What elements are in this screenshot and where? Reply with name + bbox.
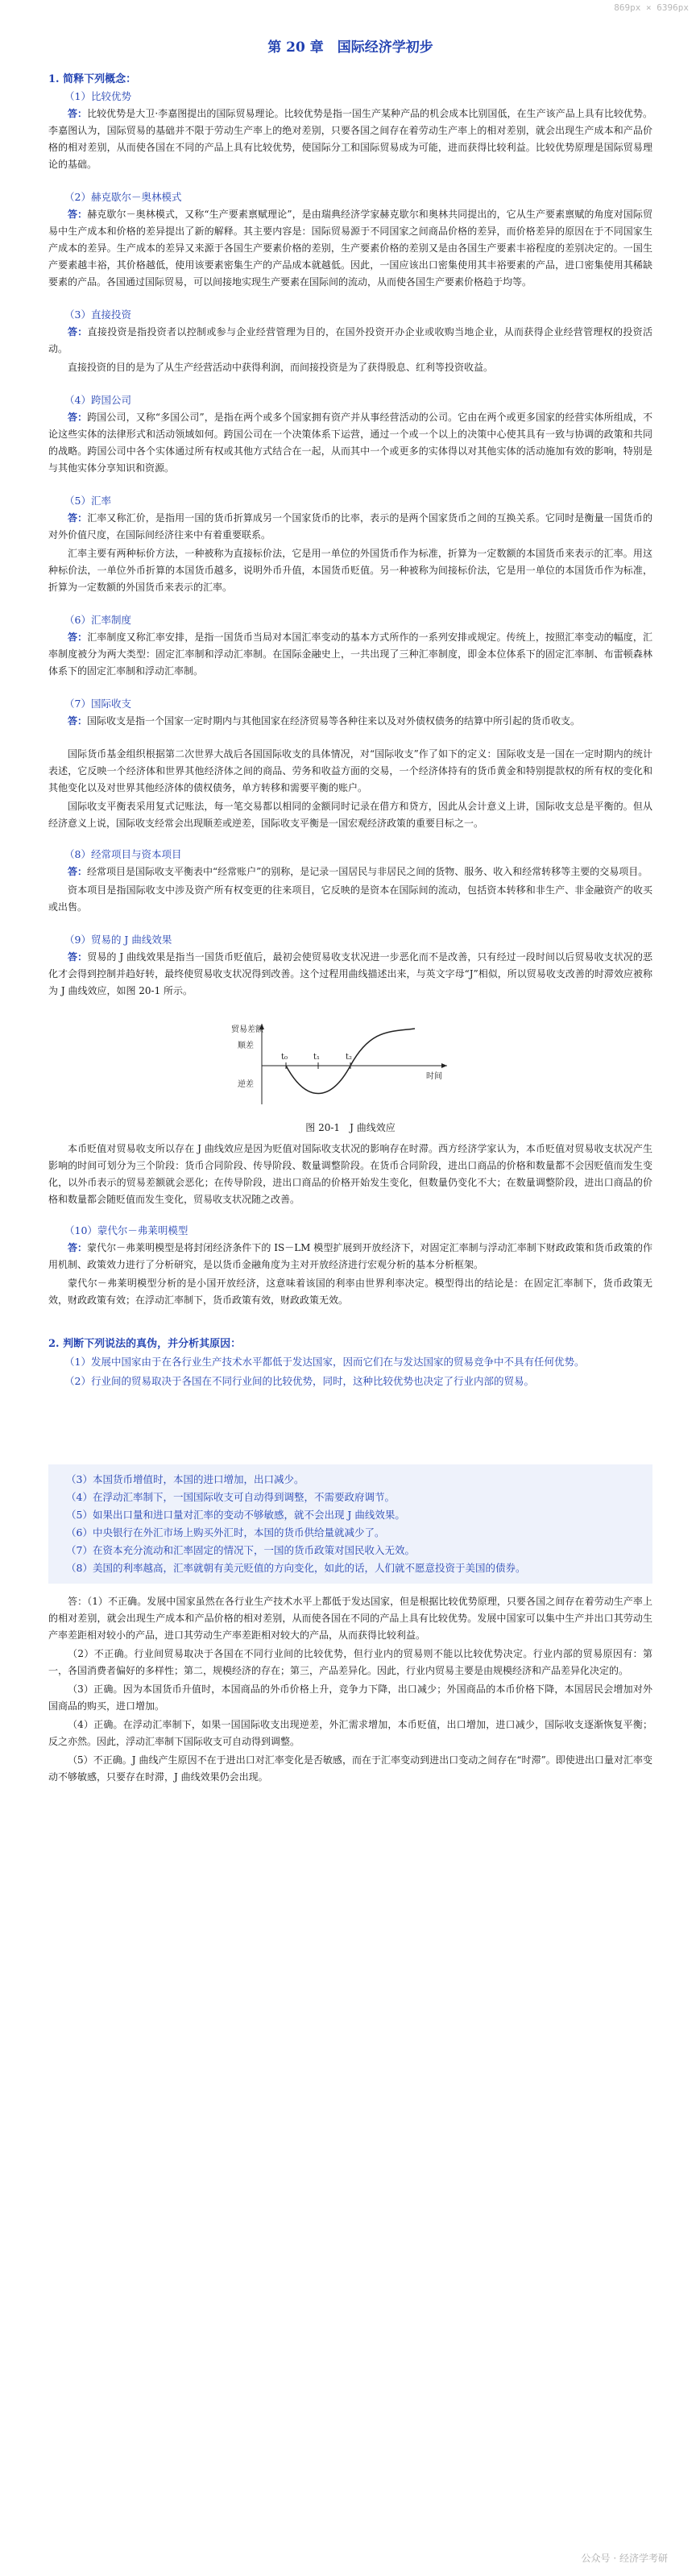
judge-question: （6）中央银行在外汇市场上购买外汇时，本国的货币供给量就减少了。 <box>66 1526 385 1539</box>
j-curve-figure <box>230 1016 471 1116</box>
judge-answer: （2）不正确。行业间贸易取决于各国在不同行业间的比较优势，但行业内的贸易则不能以比较优势决定。行业内部的贸易原因有：第一，各国消费者偏好的多样性；第二，规模经济的存在；第三，产品差异化。因此，行业内贸易主要是由规模经济和产品差异化决定的。 <box>48 1648 652 1676</box>
paragraph-text: 比较优势是大卫·李嘉图提出的国际贸易理论。比较优势是指一国生产某种产品的机会成本比别国低，在生产该产品上具有比较优势。李嘉图认为，国际贸易的基础并不限于劳动生产率上的绝对差别，只要各国之间存在着劳动生产率上的相对差别，就会出现生产成本和产品价格的相对差别，从而使各国在不同的产品上具有比较优势，使国际分工和国际贸易成为可能，进而获得比较利益。比较优势原理是国际贸易理论的基础。 <box>48 108 652 170</box>
concept-item <box>48 189 652 291</box>
judge-question: （5）如果出口量和进口量对汇率的变动不够敏感，就不会出现 J 曲线效果。 <box>66 1509 405 1521</box>
t2-label: t₂ <box>346 1053 353 1062</box>
x-axis-label: 时间 <box>426 1072 442 1081</box>
j-curve-chart <box>230 1016 471 1112</box>
judge-questions <box>48 1353 652 1390</box>
figure-caption: 图 20-1 J 曲线效应 <box>305 1122 396 1133</box>
balance-of-payments-continued <box>48 746 652 832</box>
answer-marker: 答： <box>68 412 88 423</box>
concept-paragraph <box>48 1240 652 1274</box>
concept-label: （7）国际收支 <box>64 698 131 710</box>
concept-item <box>48 392 652 477</box>
judge-answer: （3）正确。因为本国货币升值时，本国商品的外币价格上升，竞争力下降，出口减少；外国商品的本币价格下降，本国居民会增加对外国商品的购买，进口增加。 <box>48 1684 652 1712</box>
paragraph-text: 跨国公司，又称“多国公司”，是指在两个或多个国家拥有资产并从事经营活动的公司。它由在两个或更多国家的经营实体所组成，不论这些实体的法律形式和活动领域如何。跨国公司在一个决策体系下运营，通过一个或一个以上的决策中心使其具有一致与协调的政策和共同的战略。跨国公司中各个实体通过所有权或其他方式结合在一起，从而其中一个或更多的实体得以对其他实体的活动施加有效的影响，特别是与其他实体分享知识和资源。 <box>48 412 652 474</box>
judge-question: （2）行业间的贸易取决于各国在不同行业间的比较优势，同时，这种比较优势也决定了行业内部的贸易。 <box>64 1375 534 1387</box>
answer-marker: 答： <box>68 209 88 220</box>
deficit-label: 逆差 <box>238 1080 254 1089</box>
concept-paragraph <box>48 629 652 680</box>
surplus-label: 顺差 <box>238 1042 254 1050</box>
image-dimensions-label: 869px × 6396px <box>614 2 689 13</box>
judge-question: （1）发展中国家由于在各行业生产技术水平都低于发达国家，因而它们在与发达国家的贸易竞争中不具有任何优势。 <box>64 1356 585 1368</box>
concept-paragraph <box>48 409 652 477</box>
top-bar <box>0 0 700 16</box>
concept-label: （1）比较优势 <box>64 90 131 102</box>
answer-marker: 答： <box>68 326 88 338</box>
concept-item <box>48 1223 652 1309</box>
judge-question: （7）在资本充分流动和汇率固定的情况下，一国的货币政策对国民收入无效。 <box>66 1544 415 1556</box>
concept-item <box>48 696 652 730</box>
answer-marker: 答： <box>68 632 88 643</box>
answer-marker: 答： <box>68 108 88 119</box>
document-body <box>48 35 652 1787</box>
concept-list-3 <box>48 1223 652 1309</box>
answer-marker: 答： <box>68 1242 88 1253</box>
concept-paragraph <box>48 1275 652 1309</box>
judge-questions-2 <box>48 1464 652 1584</box>
paragraph-text: 贸易的 J 曲线效果是指当一国货币贬值后，最初会使贸易收支状况进一步恶化而不是改善，只有经过一段时间以后贸易收支状况的恶化才会得到控制并趋好转，最终使贸易收支状况得到改善。这个过程用曲线描述出来，与英文字母“J”相似，所以贸易收支改善的时滞效应被称为 J 曲线效应，如图 20-1 所示。 <box>48 951 652 996</box>
t0-label: t₀ <box>281 1053 288 1062</box>
paragraph-text: 资本项目是指国际收支中涉及资产所有权变更的往来项目，它反映的是资本在国际间的流动，包括资本转移和非生产、非金融资产的收买或出售。 <box>48 884 652 913</box>
concept-item <box>48 847 652 916</box>
y-axis-label: 贸易差额 <box>231 1025 263 1034</box>
concept-label: （6）汇率制度 <box>64 614 131 626</box>
concept-paragraph <box>48 713 652 730</box>
judge-answer: （4）正确。在浮动汇率制下，如果一国国际收支出现逆差，外汇需求增加，本币贬值，出口增加，进口减少，国际收支逐渐恢复平衡；反之亦然。因此，浮动汇率制下国际收支可自动得到调整。 <box>48 1719 652 1747</box>
concept-paragraph <box>48 510 652 544</box>
figure-explanation-paragraph: 本币贬值对贸易收支所以存在 J 曲线效应是因为贬值对国际收支状况的影响存在时滞。西方经济学家认为，本币贬值对贸易收支状况产生影响的时间可划分为三个阶段：货币合同阶段、传导阶段、数量调整阶段。在货币合同阶段，进出口商品的价格和数量都不会因贬值而发生变化，以外币表示的贸易差额就会恶化；在传导阶段，进出口商品的价格开始发生变化，但数量仍变化不大；在数量调整阶段，进出口商品的价格和数量都会随贬值而发生变化，贸易收支状况随之改善。 <box>48 1143 652 1205</box>
concept-item <box>48 89 652 173</box>
watermark: 公众号 · 经济学考研 <box>581 2553 668 2564</box>
concept-label: （2）赫克歇尔－奥林模式 <box>64 191 182 203</box>
concept-list-2 <box>48 847 652 1000</box>
judge-answers <box>48 1593 652 1786</box>
concept-label: （10）蒙代尔－弗莱明模型 <box>64 1224 188 1236</box>
concept-label: （9）贸易的 J 曲线效果 <box>64 934 172 946</box>
paragraph-text: 汇率制度又称汇率安排，是指一国货币当局对本国汇率变动的基本方式所作的一系列安排或规定。传统上，按照汇率变动的幅度，汇率制度被分为两大类型：固定汇率制和浮动汇率制。在国际金融史上，一共出现了三种汇率制度，即金本位体系下的固定汇率制、布雷顿森林体系下的固定汇率制和浮动汇率制。 <box>48 632 652 677</box>
chapter-title: 第 20 章 国际经济学初步 <box>267 39 433 56</box>
paragraph-text: 汇率主要有两种标价方法，一种被称为直接标价法，它是用一单位的外国货币作为标准，折算为一定数额的本国货币来表示的汇率。用这种标价法，一单位外币折算的本国货币越多，说明外币升值，本国货币贬值。另一种被称为间接标价法，它是用一单位的本国货币作为标准，折算为一定数额的外国货币来表示的汇率。 <box>48 548 652 593</box>
judge-answer: （5）不正确。J 曲线产生原因不在于进出口对汇率变化是否敏感，而在于汇率变动到进出口变动之间存在“时滞”。即使进出口量对汇率变动不够敏感，只要存在时滞，J 曲线效果仍会出现。 <box>48 1754 652 1783</box>
concept-list <box>48 89 652 730</box>
concept-paragraph <box>48 882 652 916</box>
concept-item <box>48 493 652 596</box>
x-axis-arrow <box>441 1063 447 1068</box>
concept-item <box>48 307 652 376</box>
concept-label: （4）跨国公司 <box>64 394 131 406</box>
continued-paragraph: 国际收支平衡表采用复式记账法，每一笔交易都以相同的金额同时记录在借方和贷方，因此从会计意义上讲，国际收支总是平衡的。但从经济意义上说，国际收支经常会出现顺差或逆差，国际收支平衡是一国宏观经济政策的重要目标之一。 <box>48 801 652 829</box>
concept-paragraph <box>48 324 652 358</box>
concept-paragraph <box>48 359 652 376</box>
paragraph-text: 赫克歇尔－奥林模式，又称“生产要素禀赋理论”，是由瑞典经济学家赫克歇尔和奥林共同提出的，它从生产要素禀赋的角度对国际贸易中生产成本和价格的差异提出了新的解释。其主要内容是：国际贸易源于不同国家之间商品价格的差异，而价格差异的原因在于不同国家生产成本的差异。生产成本的差异又来源于各国生产要素价格的差别，生产要素价格的差别又是由各国生产要素丰裕程度的差别决定的。一国生产要素越丰裕，其价格越低，使用该要素密集生产的产品成本就越低。因此，一国应该出口密集使用其丰裕要素的产品，进口密集使用其稀缺要素的产品。各国通过国际贸易，可以间接地实现生产要素在国际间的流动，从而使各国生产要素价格趋于均等。 <box>48 209 652 288</box>
concept-label: （5）汇率 <box>64 495 111 507</box>
section1-heading: 1. 简释下列概念： <box>48 73 137 85</box>
paragraph-text: 直接投资是指投资者以控制或参与企业经营管理为目的，在国外投资开办企业或收购当地企业，从而获得企业经营管理权的投资活动。 <box>48 326 652 354</box>
paragraph-text: 直接投资的目的是为了从生产经营活动中获得利润，而间接投资是为了获得股息、红利等投资收益。 <box>68 362 494 373</box>
concept-paragraph <box>48 949 652 1000</box>
concept-paragraph <box>48 863 652 880</box>
paragraph-text: 国际收支是指一个国家一定时期内与其他国家在经济贸易等各种往来以及对外债权债务的结算中所引起的货币收支。 <box>87 715 581 727</box>
concept-label: （8）经常项目与资本项目 <box>64 848 182 860</box>
concept-label: （3）直接投资 <box>64 309 131 321</box>
t1-label: t₁ <box>313 1053 321 1062</box>
paragraph-text: 汇率又称汇价，是指用一国的货币折算成另一个国家货币的比率，表示的是两个国家货币之间的互换关系。它同时是衡量一国货币的对外价值尺度，在国际间经济往来中有着重要联系。 <box>48 512 652 540</box>
paragraph-text: 蒙代尔－弗莱明模型分析的是小国开放经济，这意味着该国的利率由世界利率决定。模型得出的结论是：在固定汇率制下，货币政策无效，财政政策有效；在浮动汇率制下，货币政策有效，财政政策无效。 <box>48 1278 652 1306</box>
continued-paragraph: 国际货币基金组织根据第二次世界大战后各国国际收支的具体情况，对“国际收支”作了如下的定义：国际收支是一国在一定时期内的统计表述，它反映一个经济体和世界其他经济体之间的商品、劳务和收益方面的交易，一个经济体持有的货币黄金和特别提款权的所有权的变化和其他变化以及对世界其他经济体的债权债务，单方转移和需要平衡的账户。 <box>48 748 652 793</box>
answer-marker: 答： <box>68 715 88 727</box>
concept-paragraph <box>48 106 652 173</box>
answer-marker: 答： <box>68 951 88 963</box>
judge-question: （8）美国的利率越高，汇率就朝有美元贬值的方向变化，如此的话，人们就不愿意投资于美国的债券。 <box>66 1562 526 1574</box>
j-curve-explanation <box>48 1141 652 1208</box>
paragraph-text: 经常项目是国际收支平衡表中“经常账户”的别称，是记录一国居民与非居民之间的货物、服务、收入和经常转移等主要的交易项目。 <box>87 866 648 877</box>
judge-answer: 答：（1）不正确。发展中国家虽然在各行业生产技术水平上都低于发达国家，但是根据比较优势原理，只要各国之间存在着劳动生产率上的相对差别，就会出现生产成本和产品价格的相对差别，从而使各国在不同的产品上具有比较优势。发展中国家可以集中生产并出口其劳动生产率差距相对较小的产品，进口其劳动生产率差距相对较大的产品，从而获得比较利益。 <box>48 1596 652 1641</box>
judge-question: （3）本国货币增值时，本国的进口增加，出口减少。 <box>66 1473 304 1485</box>
answer-marker: 答： <box>68 512 88 524</box>
concept-item <box>48 612 652 680</box>
concept-paragraph <box>48 206 652 291</box>
answer-marker: 答： <box>68 866 88 877</box>
paragraph-text: 蒙代尔－弗莱明模型是将封闭经济条件下的 IS－LM 模型扩展到开放经济下，对固定汇率制与浮动汇率制下财政政策和货币政策的作用机制、政策效力进行了分析研究，是以货币金融角度为主对开放经济进行宏观分析的基本分析框架。 <box>48 1242 652 1270</box>
concept-paragraph <box>48 545 652 596</box>
judge-question: （4）在浮动汇率制下，一国国际收支可自动得到调整，不需要政府调节。 <box>66 1491 395 1503</box>
concept-item <box>48 932 652 1000</box>
section2-heading: 2. 判断下列说法的真伪，并分析其原因： <box>48 1338 242 1350</box>
